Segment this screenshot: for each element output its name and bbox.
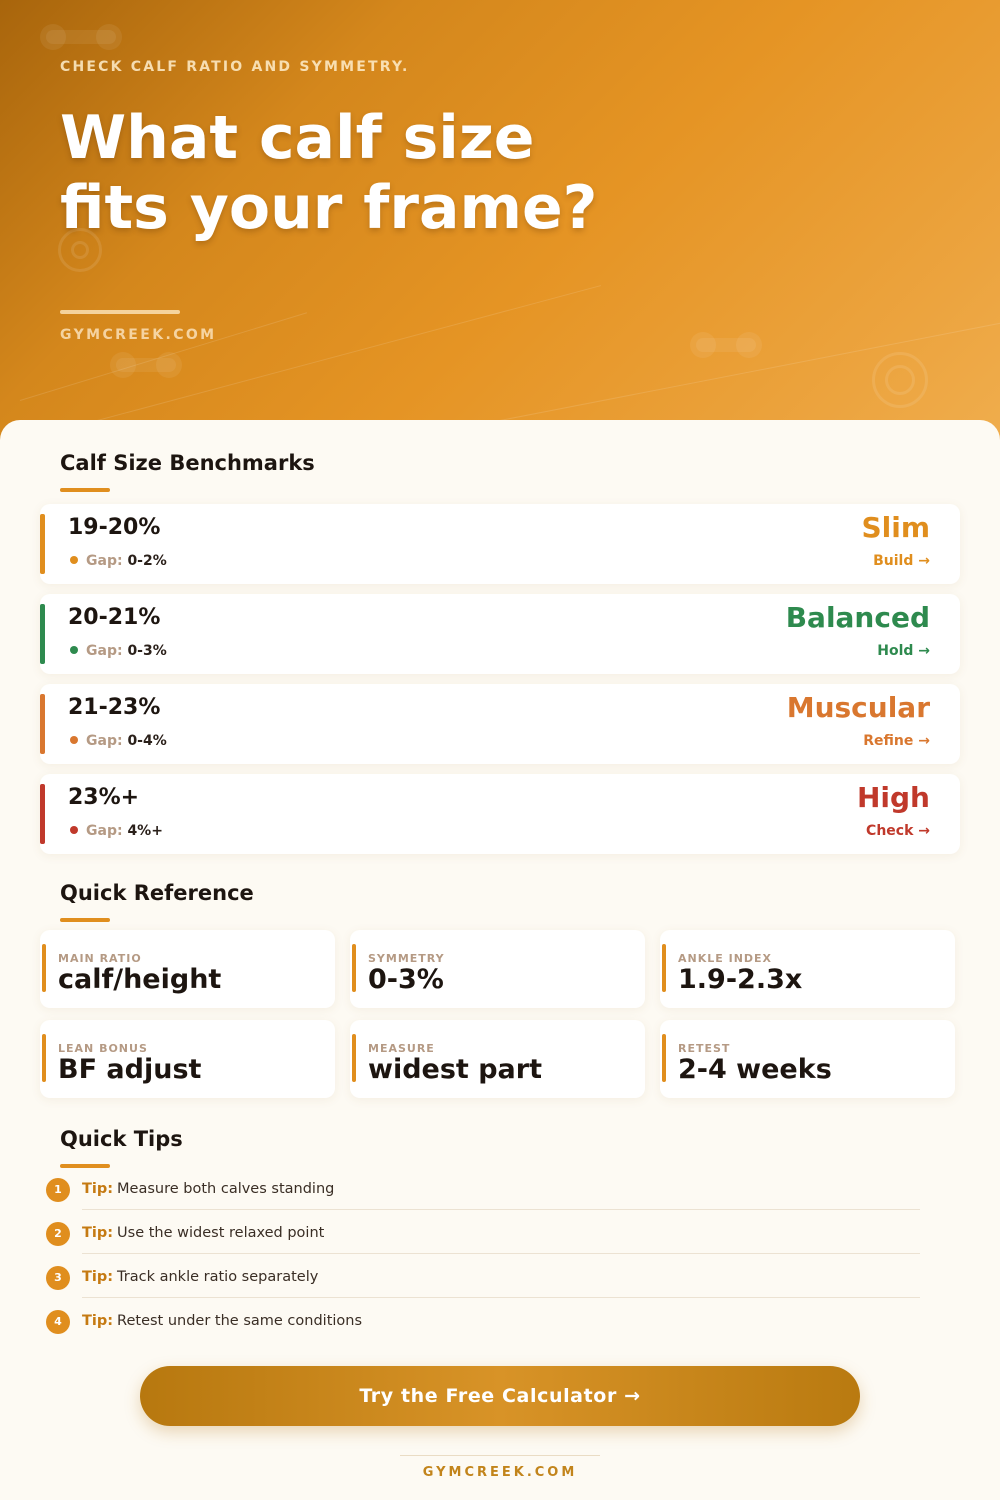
benchmark-range: 20-21% — [68, 605, 161, 630]
dumbbell-decoration — [46, 30, 116, 44]
benchmark-accent — [40, 694, 45, 754]
status-dot-icon — [70, 826, 78, 834]
tip-number-badge: 4 — [46, 1310, 70, 1334]
benchmark-gap — [70, 643, 167, 659]
line-decoration — [20, 312, 307, 401]
tip-number-badge: 2 — [46, 1222, 70, 1246]
ring-decoration — [872, 352, 928, 408]
benchmarks-title — [60, 451, 315, 475]
reference-accent — [662, 944, 666, 992]
footer-divider — [400, 1455, 600, 1456]
title-underline — [60, 1164, 110, 1168]
benchmark-category: Slim — [861, 511, 930, 544]
reference-accent — [42, 1034, 46, 1082]
benchmark-accent — [40, 514, 45, 574]
headline-line: fits your frame? — [60, 173, 598, 243]
benchmark-card — [40, 504, 960, 584]
hero-eyebrow: CHECK CALF RATIO AND SYMMETRY. — [60, 59, 410, 75]
tips-title — [60, 1127, 183, 1151]
reference-value: widest part — [368, 1054, 542, 1085]
tip-text — [82, 1313, 362, 1329]
gap-value: 0-3% — [127, 643, 167, 659]
benchmark-gap — [70, 733, 167, 749]
tip-prefix: Tip: — [82, 1269, 114, 1285]
title-underline — [60, 918, 110, 922]
tip-text — [82, 1269, 318, 1285]
tip-prefix: Tip: — [82, 1225, 114, 1241]
benchmark-action-link[interactable]: Hold → — [877, 643, 930, 659]
benchmark-gap — [70, 553, 167, 569]
tip-divider — [82, 1297, 920, 1298]
reference-accent — [662, 1034, 666, 1082]
reference-label: SYMMETRY — [368, 952, 445, 965]
benchmark-range: 21-23% — [68, 695, 161, 720]
gap-value: 0-4% — [127, 733, 167, 749]
hero-site-name: GYMCREEK.COM — [60, 327, 217, 343]
reference-accent — [352, 1034, 356, 1082]
status-dot-icon — [70, 736, 78, 744]
tip-item — [46, 1178, 920, 1222]
tip-body: Retest under the same conditions — [117, 1313, 363, 1329]
status-dot-icon — [70, 556, 78, 564]
reference-card — [350, 1020, 645, 1098]
tip-divider — [82, 1253, 920, 1254]
status-dot-icon — [70, 646, 78, 654]
dumbbell-decoration — [696, 338, 756, 352]
tip-text — [82, 1225, 324, 1241]
tip-number-badge: 1 — [46, 1178, 70, 1202]
reference-label: MEASURE — [368, 1042, 435, 1055]
section-title-text: Quick Tips — [60, 1127, 183, 1151]
benchmark-action-link[interactable]: Refine → — [863, 733, 930, 749]
reference-value: 0-3% — [368, 964, 444, 995]
benchmark-action-link[interactable]: Build → — [873, 553, 930, 569]
reference-label: LEAN BONUS — [58, 1042, 148, 1055]
benchmark-action-link[interactable]: Check → — [866, 823, 930, 839]
tip-body: Use the widest relaxed point — [117, 1225, 325, 1241]
reference-accent — [42, 944, 46, 992]
benchmark-accent — [40, 784, 45, 844]
reference-card — [40, 1020, 335, 1098]
reference-value: 2-4 weeks — [678, 1054, 832, 1085]
gap-label: Gap: — [86, 553, 123, 569]
benchmark-gap — [70, 823, 163, 839]
reference-value: BF adjust — [58, 1054, 202, 1085]
reference-value: calf/height — [58, 964, 222, 995]
tip-prefix: Tip: — [82, 1181, 114, 1197]
hero-banner — [0, 0, 1000, 460]
tip-divider — [82, 1209, 920, 1210]
reference-card — [660, 930, 955, 1008]
tip-item — [46, 1310, 920, 1354]
reference-label: MAIN RATIO — [58, 952, 142, 965]
benchmark-category: Muscular — [786, 691, 930, 724]
reference-title — [60, 881, 254, 905]
free-calculator-button[interactable]: Try the Free Calculator → — [140, 1366, 860, 1426]
section-title-text: Quick Reference — [60, 881, 254, 905]
benchmark-card — [40, 774, 960, 854]
reference-card — [660, 1020, 955, 1098]
benchmark-card — [40, 594, 960, 674]
reference-value: 1.9-2.3x — [678, 964, 803, 995]
tip-body: Measure both calves standing — [117, 1181, 335, 1197]
benchmark-category: Balanced — [785, 601, 930, 634]
section-title-text: Calf Size Benchmarks — [60, 451, 315, 475]
gap-value: 4%+ — [127, 823, 163, 839]
headline-line: What calf size — [60, 103, 535, 173]
gap-label: Gap: — [86, 733, 123, 749]
benchmark-range: 19-20% — [68, 515, 161, 540]
reference-card — [40, 930, 335, 1008]
reference-accent — [352, 944, 356, 992]
reference-card — [350, 930, 645, 1008]
tip-item — [46, 1266, 920, 1310]
title-underline — [60, 488, 110, 492]
benchmark-category: High — [856, 781, 930, 814]
benchmark-card — [40, 684, 960, 764]
hero-divider — [60, 310, 180, 314]
tip-number-badge: 3 — [46, 1266, 70, 1290]
tip-body: Track ankle ratio separately — [117, 1269, 319, 1285]
dumbbell-decoration — [116, 358, 176, 372]
tip-item — [46, 1222, 920, 1266]
gap-label: Gap: — [86, 823, 123, 839]
tip-prefix: Tip: — [82, 1313, 114, 1329]
gap-value: 0-2% — [127, 553, 167, 569]
benchmark-range: 23%+ — [68, 785, 140, 810]
reference-label: RETEST — [678, 1042, 731, 1055]
page-title — [60, 103, 760, 243]
tip-text — [82, 1181, 334, 1197]
reference-label: ANKLE INDEX — [678, 952, 773, 965]
gap-label: Gap: — [86, 643, 123, 659]
benchmark-accent — [40, 604, 45, 664]
footer-site-name: GYMCREEK.COM — [422, 1465, 578, 1480]
